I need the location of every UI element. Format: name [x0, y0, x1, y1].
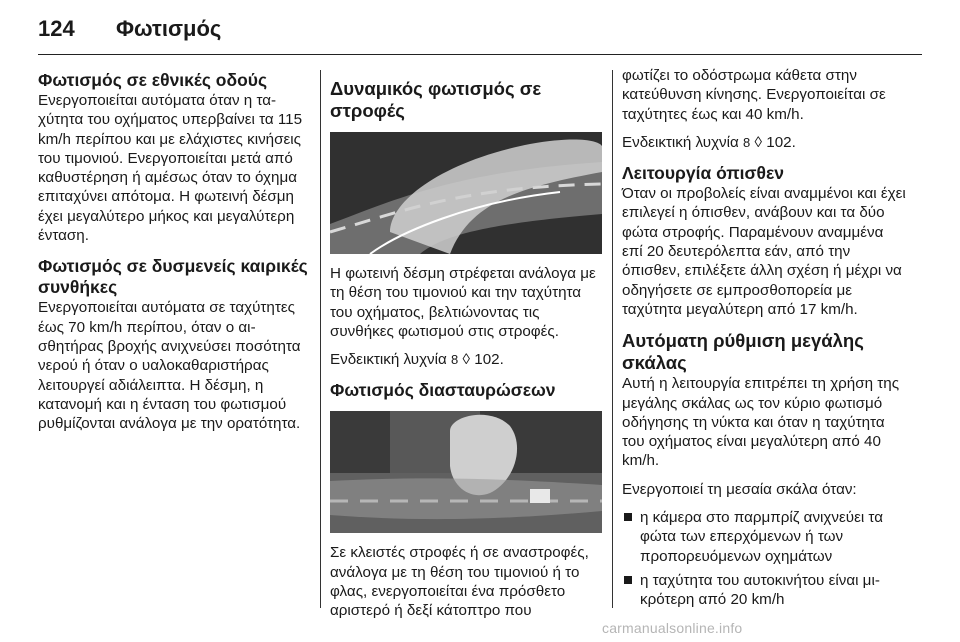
list-item	[622, 571, 907, 610]
reference-page-link[interactable]: 102.	[474, 351, 504, 369]
section-title-dynamic-curve-light: Δυναμικός φωτισμός σε στροφές	[330, 78, 542, 121]
section-text-auto-high-beam: Αυτή η λειτουργία επιτρέπει τη χρήση της μεγάλης σκάλας ως τον κύριο φωτισμό οδήγησης τη νύκτα και όταν η ταχύτητα του οχήματος είναι μεγαλύτερη από 40 km/h.	[622, 375, 900, 470]
indicator-reference-2	[622, 133, 907, 152]
activation-conditions-list	[622, 508, 907, 609]
section-text-auto-high-beam-2: Ενεργοποιεί τη μεσαία σκάλα όταν:	[622, 480, 857, 498]
list-item	[622, 508, 907, 566]
section-title-adverse-weather: Φωτισμός σε δυσμενείς καιρικές συνθήκες	[38, 256, 308, 298]
header-divider	[38, 54, 922, 55]
section-text-adverse-weather: Ενεργοποιείται αυτόματα σε ταχύτητες έως 70 km/h περίπου, όταν ο αισθητήρας βροχής ανιχνεύσει ποσότητα νερού ή όταν ο υαλοκαθαριστήρας λειτουργεί αδιάλειπτα. Η δέσμη, η κατανομή και η ένταση του φωτισμού ρυθμίζονται ανάλογα με την ορατότητα.	[38, 299, 301, 433]
column-divider-2	[612, 70, 613, 608]
curve-light-indicator-icon-2: 8	[743, 134, 751, 150]
reference-label: Ενδεικτική λυχνία	[330, 351, 447, 369]
indicator-reference	[330, 350, 602, 369]
curve-light-illustration	[330, 132, 602, 254]
list-item-text: η κάμερα στο παρμπρίζ ανιχνεύει τα φώτα των επερχόμενων ή των προπορευόμενων οχημάτων	[640, 509, 883, 565]
section-title-motorway-lighting: Φωτισμός σε εθνικές οδούς	[38, 70, 268, 90]
cornering-light-continued-text: φωτίζει το οδόστρωμα κάθετα στην κατεύθυνση κίνησης. Ενεργοποιείται σε ταχύτητες έως και 40 km/h.	[622, 67, 886, 123]
section-text-dynamic-curve-light: Η φωτεινή δέσμη στρέφεται ανάλογα με τη θέση του τιμονιού και την ταχύτητα του οχήματος, βελτιώνοντας τις συνθήκες φωτισμού στις στροφές.	[330, 265, 596, 340]
watermark: carmanualsonline.info	[602, 620, 743, 636]
column-2	[330, 78, 602, 630]
page-number: 124	[38, 16, 75, 41]
reference-label-2: Ενδεικτική λυχνία	[622, 133, 739, 151]
section-text-reverse-function: Όταν οι προβολείς είναι αναμμένοι και έχει επιλεγεί η όπισθεν, ανάβουν και τα δύο φώτα στροφής. Παραμένουν αναμμένα επί 20 δευτερόλεπτα εάν, από την όπισθεν, επιλέξετε άλλη σχέση ή μέχρι να οδηγήσετε σε εμπροσθοπορεία με ταχύτητα μεγαλύτερη από 17 km/h.	[622, 185, 906, 318]
cornering-light-illustration	[330, 411, 602, 533]
list-item-text: η ταχύτητα του αυτοκινήτου είναι μικρότερη από 20 km/h	[640, 571, 880, 609]
page-title: Φωτισμός	[116, 16, 222, 41]
section-title-cornering-light: Φωτισμός διασταυρώσεων	[330, 380, 556, 401]
section-text-cornering-light: Σε κλειστές στροφές ή σε αναστροφές, ανάλογα με τη θέση του τιμονιού ή το φλας, ενεργοποιείται ένα πρόσθετο αριστερό ή δεξί κάτοπτρο που	[330, 544, 589, 620]
reference-page-link-2[interactable]: 102.	[766, 133, 796, 151]
section-title-reverse-function: Λειτουργία όπισθεν	[622, 163, 785, 184]
bullet-square-icon	[624, 576, 632, 584]
section-text-motorway-lighting: Ενεργοποιείται αυτόματα όταν η ταχύτητα του οχήματος υπερβαίνει τα 115 km/h περίπου και με ελάχιστες κινήσεις του τιμονιού. Ενεργοποιείται μετά από καθυστέρηση ή αμέσως όταν το όχημα επιταχύνει απότομα. Η φωτεινή δέσμη έχει μεγαλύτερο μήκος και μεγαλύτερη ένταση.	[38, 92, 303, 245]
column-1	[38, 70, 310, 442]
cross-reference-arrow-icon: ◊	[462, 351, 471, 369]
page-header	[38, 16, 221, 42]
cross-reference-arrow-icon-2: ◊	[754, 133, 763, 151]
column-3	[622, 66, 907, 615]
section-title-auto-high-beam: Αυτόματη ρύθμιση μεγάλης σκάλας	[622, 330, 864, 374]
column-divider-1	[320, 70, 321, 608]
bullet-square-icon	[624, 513, 632, 521]
curve-light-indicator-icon: 8	[451, 352, 459, 368]
